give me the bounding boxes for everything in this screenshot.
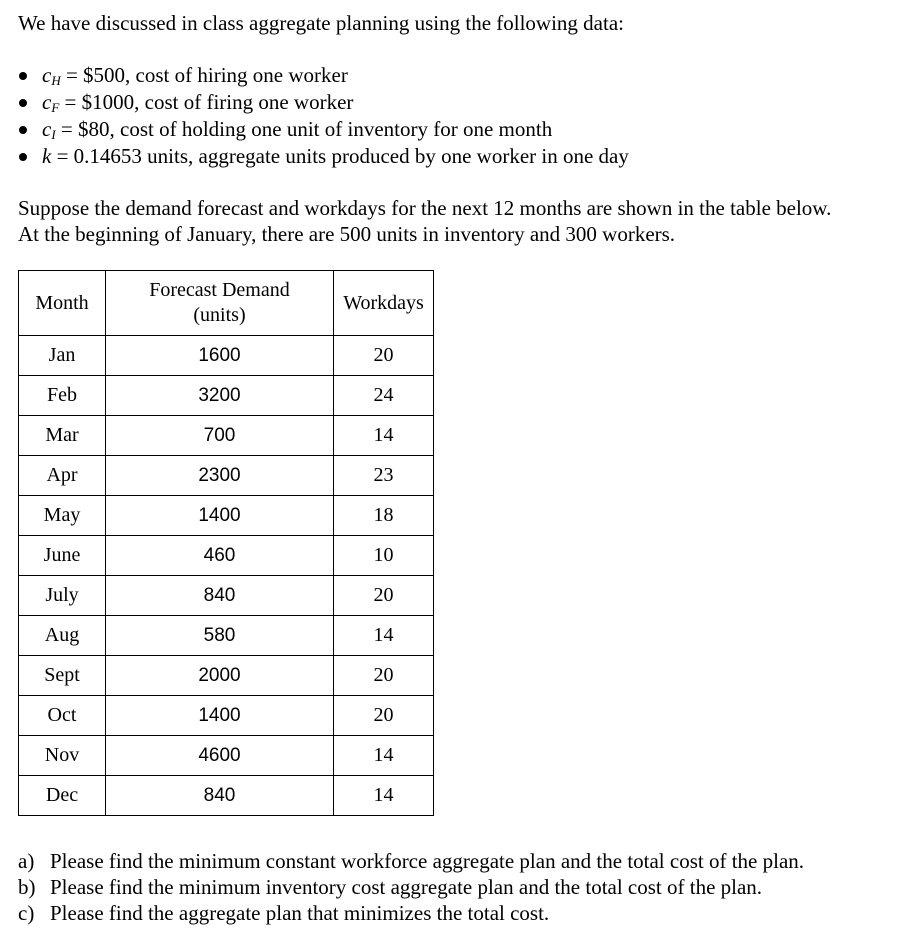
cell-demand: 2000: [106, 656, 334, 696]
cell-month: Oct: [19, 696, 106, 736]
scenario-line: Suppose the demand forecast and workdays for the next 12 months are shown in the table below.: [18, 196, 832, 220]
question-text: Please find the minimum inventory cost aggregate plan and the total cost of the plan.: [50, 875, 763, 899]
cell-demand: 700: [106, 416, 334, 456]
parameter-text: = $1000, cost of firing one worker: [64, 90, 354, 114]
cell-month: Mar: [19, 416, 106, 456]
cell-demand: 1400: [106, 696, 334, 736]
parameter-symbol: $c_H$: [42, 63, 61, 88]
cell-demand: 580: [106, 616, 334, 656]
cell-month: Sept: [19, 656, 106, 696]
column-header-line: (units): [193, 304, 246, 326]
cell-month: Apr: [19, 456, 106, 496]
parameter-item-holding-cost: [18, 116, 629, 143]
column-header-workdays: Workdays: [334, 271, 434, 336]
parameter-item-firing-cost: [18, 89, 629, 116]
table-row: [19, 536, 434, 576]
question-item-c: [18, 900, 804, 926]
table-row: [19, 736, 434, 776]
cell-workdays: 23: [334, 456, 434, 496]
cell-demand: 840: [106, 576, 334, 616]
column-header-month: Month: [19, 271, 106, 336]
parameter-item-hiring-cost: [18, 62, 629, 89]
table-row: [19, 376, 434, 416]
cell-month: May: [19, 496, 106, 536]
scenario-line: At the beginning of January, there are 500 units in inventory and 300 workers.: [18, 222, 676, 246]
cell-month: Nov: [19, 736, 106, 776]
question-text: Please find the aggregate plan that minimizes the total cost.: [50, 901, 550, 925]
table-row: [19, 496, 434, 536]
question-text: Please find the minimum constant workforce aggregate plan and the total cost of the plan.: [50, 849, 805, 873]
cell-demand: 1600: [106, 336, 334, 376]
cell-workdays: 18: [334, 496, 434, 536]
table-row: [19, 456, 434, 496]
parameter-symbol: $c_I$: [42, 117, 56, 142]
table-row: [19, 336, 434, 376]
bullet-icon: [19, 72, 27, 80]
question-label: c): [18, 901, 35, 925]
cell-workdays: 10: [334, 536, 434, 576]
question-label: b): [18, 875, 36, 899]
bullet-icon: [19, 126, 27, 134]
intro-text: We have discussed in class aggregate planning using the following data:: [18, 11, 624, 35]
cell-demand: 2300: [106, 456, 334, 496]
cell-demand: 460: [106, 536, 334, 576]
question-item-b: [18, 874, 804, 900]
question-label: a): [18, 849, 35, 873]
cell-demand: 1400: [106, 496, 334, 536]
cell-workdays: 24: [334, 376, 434, 416]
parameter-text: = $500, cost of hiring one worker: [65, 63, 348, 87]
bullet-icon: [19, 99, 27, 107]
cell-demand: 840: [106, 776, 334, 816]
table-header-row: [19, 271, 434, 336]
parameter-text: = 0.14653 units, aggregate units produced by one worker in one day: [56, 144, 629, 168]
table-row: [19, 656, 434, 696]
cell-demand: 3200: [106, 376, 334, 416]
cell-workdays: 14: [334, 736, 434, 776]
scenario-paragraph: [18, 195, 831, 247]
table-row: [19, 416, 434, 456]
table-row: [19, 696, 434, 736]
demand-table: [18, 270, 434, 816]
bullet-icon: [19, 153, 27, 161]
question-list: [18, 848, 804, 926]
column-header-line: Forecast Demand: [149, 279, 290, 301]
table-row: [19, 776, 434, 816]
parameter-text: = $80, cost of holding one unit of inventory for one month: [60, 117, 553, 141]
cell-workdays: 20: [334, 696, 434, 736]
cell-month: July: [19, 576, 106, 616]
cell-workdays: 14: [334, 776, 434, 816]
cell-demand: 4600: [106, 736, 334, 776]
cell-workdays: 20: [334, 336, 434, 376]
parameter-symbol: k: [42, 144, 52, 168]
question-item-a: [18, 848, 804, 874]
cell-month: June: [19, 536, 106, 576]
cell-workdays: 14: [334, 616, 434, 656]
cell-month: Dec: [19, 776, 106, 816]
cell-month: Jan: [19, 336, 106, 376]
cell-workdays: 14: [334, 416, 434, 456]
cell-month: Aug: [19, 616, 106, 656]
column-header-forecast-demand: [106, 271, 334, 336]
table-row: [19, 616, 434, 656]
cell-workdays: 20: [334, 656, 434, 696]
parameter-symbol: $c_F$: [42, 90, 60, 115]
parameter-list: [18, 62, 629, 170]
table-row: [19, 576, 434, 616]
cell-workdays: 20: [334, 576, 434, 616]
parameter-item-units-per-worker: [18, 143, 629, 170]
cell-month: Feb: [19, 376, 106, 416]
